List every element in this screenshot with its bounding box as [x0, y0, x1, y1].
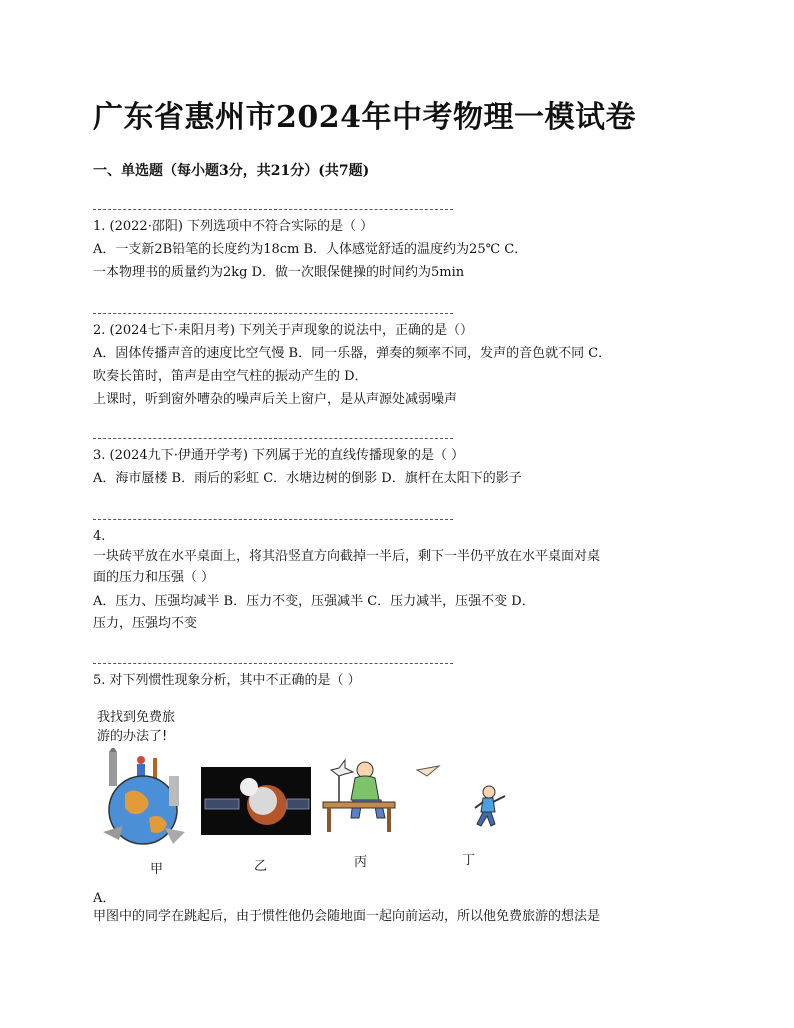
separator [93, 313, 453, 314]
section-heading: 一、单选题（每小题3分，共21分）(共7题) [93, 163, 370, 179]
q2-stem: 2. (2024七下·耒阳月考) 下列关于声现象的说法中，正确的是（） [93, 323, 474, 338]
child-paper-plane-illustration [413, 762, 513, 838]
spacecraft-photo [201, 767, 311, 835]
q5-option-a-text: 甲图中的同学在跳起后，由于惯性他仍会随地面一起向前运动，所以他免费旅游的想法是 [93, 909, 601, 924]
q1-stem: 1. (2022·邵阳) 下列选项中不符合实际的是（ ） [93, 219, 374, 234]
q1-options-line: A．一支新2B铅笔的长度约为18cm B．人体感觉舒适的温度约为25℃ C． [93, 242, 528, 257]
q2-options-line: 吹奏长笛时，笛声是由空气柱的振动产生的 D． [93, 369, 368, 384]
exam-title: 广东省惠州市2024年中考物理一模试卷 [93, 100, 636, 135]
q4-number: 4. [93, 529, 106, 544]
figure-label-yi: 乙 [254, 859, 268, 874]
separator [93, 438, 453, 439]
separator [93, 209, 453, 210]
figure-caption: 我找到免费旅 游的办法了! [97, 710, 176, 744]
q2-options-line: 上课时，听到窗外嘈杂的噪声后关上窗户，是从声源处减弱噪声 [93, 392, 458, 407]
q4-stem-line: 面的压力和压强（ ） [93, 570, 215, 585]
q5-stem: 5. 对下列惯性现象分析，其中不正确的是（ ） [93, 673, 361, 688]
q4-stem-line: 一块砖平放在水平桌面上，将其沿竖直方向截掉一半后，剩下一半仍平放在水平桌面对桌 [93, 549, 601, 564]
q2-options-line: A．固体传播声音的速度比空气慢 B．同一乐器，弹奏的频率不同，发声的音色就不同 C． [93, 346, 612, 361]
globe-landmarks-illustration [95, 748, 191, 848]
q3-options-line: A．海市蜃楼 B．雨后的彩虹 C．水塘边树的倒影 D．旗杆在太阳下的影子 [93, 471, 522, 486]
q1-options-line: 一本物理书的质量约为2kg D．做一次眼保健操的时间约为5min [93, 265, 465, 280]
figure-label-bing: 丙 [354, 855, 368, 870]
separator [93, 663, 453, 664]
q3-stem: 3. (2024九下·伊通开学考) 下列属于光的直线传播现象的是（ ） [93, 448, 465, 463]
q4-options-line: A．压力、压强均减半 B．压力不变，压强减半 C．压力减半，压强不变 D． [93, 594, 535, 609]
q4-options-line: 压力，压强均不变 [93, 616, 198, 631]
person-at-bench-illustration [319, 756, 399, 836]
q5-figure-group [93, 706, 533, 886]
figure-label-ding: 丁 [462, 853, 476, 868]
separator [93, 519, 453, 520]
figure-label-jia: 甲 [150, 862, 164, 877]
q5-option-a-label: A． [93, 891, 116, 906]
